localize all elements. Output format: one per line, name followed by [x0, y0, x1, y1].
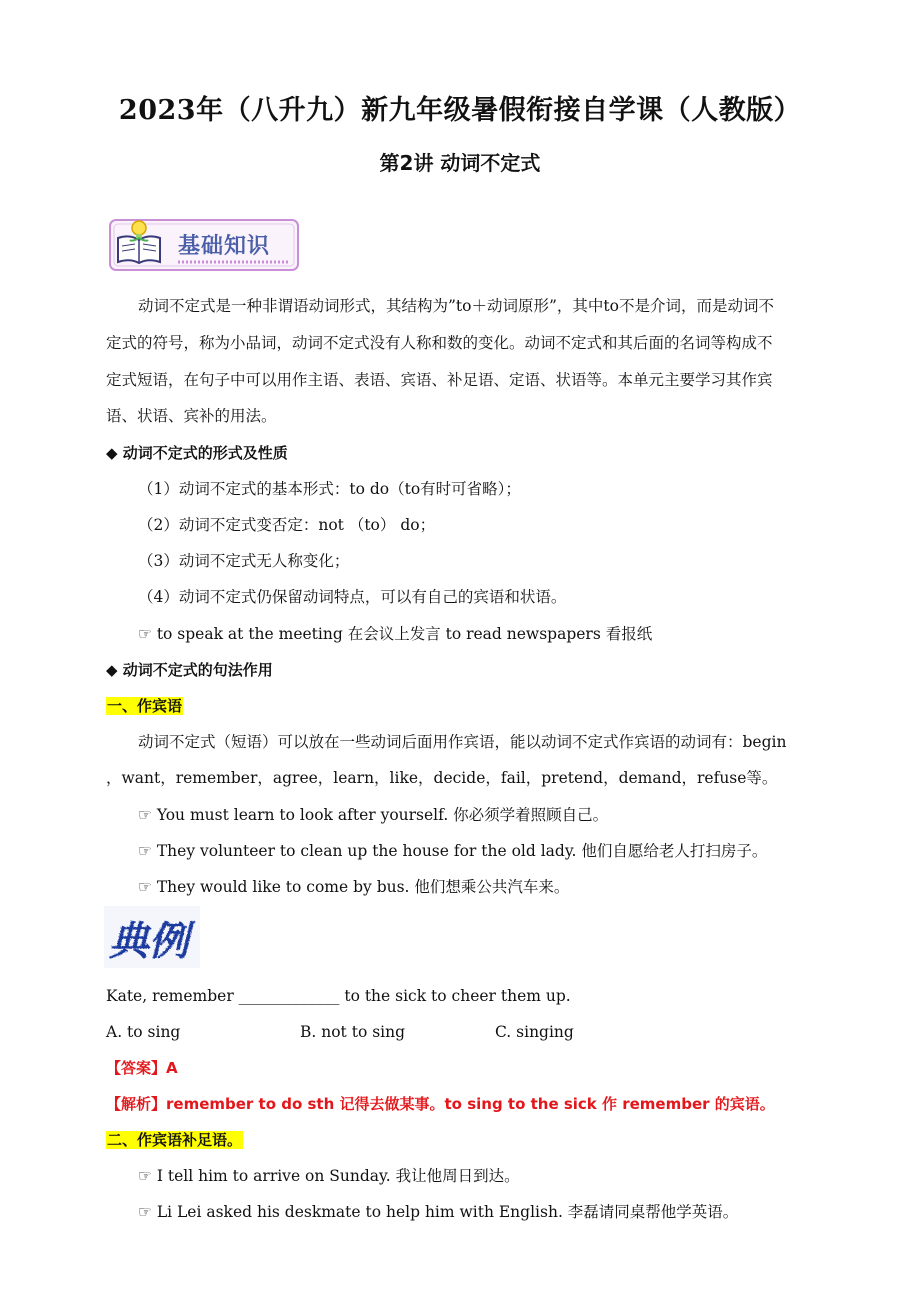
stamp-text: 典例 [108, 917, 188, 964]
intro-line: 动词不定式是一种非谓语动词形式，其结构为”to＋动词原形”，其中to不是介词，而是动词不 [138, 297, 774, 315]
example-stamp [104, 906, 200, 968]
example-sentence: ☞ They volunteer to clean up the house for the old lady. 他们自愿给老人打扫房子。 [138, 842, 768, 860]
example-sentence: ☞ Li Lei asked his deskmate to help him with English. 李磊请同桌帮他学英语。 [138, 1203, 739, 1221]
answer-line: 【答案】A [106, 1059, 178, 1077]
desc-line: 动词不定式（短语）可以放在一些动词后面用作宾语，能以动词不定式作宾语的动词有：begin [138, 733, 787, 751]
section-heading: ◆ 动词不定式的句法作用 [106, 661, 273, 679]
example-sentence: ☞ You must learn to look after yourself. 你必须学着照顾自己。 [138, 806, 609, 824]
intro-line: 语、状语、宾补的用法。 [106, 407, 277, 425]
example-sentence: ☞ They would like to come by bus. 他们想乘公共汽车来。 [138, 878, 570, 896]
section-heading: ◆ 动词不定式的形式及性质 [106, 444, 288, 462]
banner-label: 基础知识 [178, 234, 271, 259]
option-c: C. singing [495, 1023, 574, 1041]
form-point: （4）动词不定式仍保留动词特点，可以有自己的宾语和状语。 [138, 588, 567, 606]
option-b: B. not to sing [300, 1023, 406, 1041]
form-point: （1）动词不定式的基本形式：to do（to有时可省略）； [138, 480, 521, 498]
question-text: Kate, remember _____________ to the sick to cheer them up. [106, 987, 571, 1005]
section-banner [108, 216, 302, 274]
form-point: （3）动词不定式无人称变化； [138, 552, 350, 570]
highlight-heading: 二、作宾语补足语。 [107, 1131, 243, 1149]
example-sentence: ☞ I tell him to arrive on Sunday. 我让他周日到达。 [138, 1167, 520, 1185]
desc-line: ，want，remember，agree，learn，like，decide，fail，pretend，demand，refuse等。 [106, 769, 778, 787]
example-sentence: ☞ to speak at the meeting 在会议上发言 to read newspapers 看报纸 [138, 625, 653, 643]
option-a: A. to sing [106, 1023, 181, 1041]
lesson-subtitle: 第2讲 动词不定式 [379, 151, 541, 175]
form-point: （2）动词不定式变否定：not （to） do； [138, 516, 436, 534]
highlight-heading: 一、作宾语 [107, 697, 183, 715]
intro-line: 定式短语，在句子中可以用作主语、表语、宾语、补足语、定语、状语等。本单元主要学习其作宾 [106, 371, 773, 389]
analysis-line: 【解析】remember to do sth 记得去做某事。to sing to the sick 作 remember 的宾语。 [106, 1095, 775, 1113]
page-title: 2023年（八升九）新九年级暑假衔接自学课（人教版） [118, 95, 802, 126]
intro-line: 定式的符号，称为小品词，动词不定式没有人称和数的变化。动词不定式和其后面的名词等构成不 [106, 334, 773, 352]
example-stamp-graphic [104, 906, 200, 968]
